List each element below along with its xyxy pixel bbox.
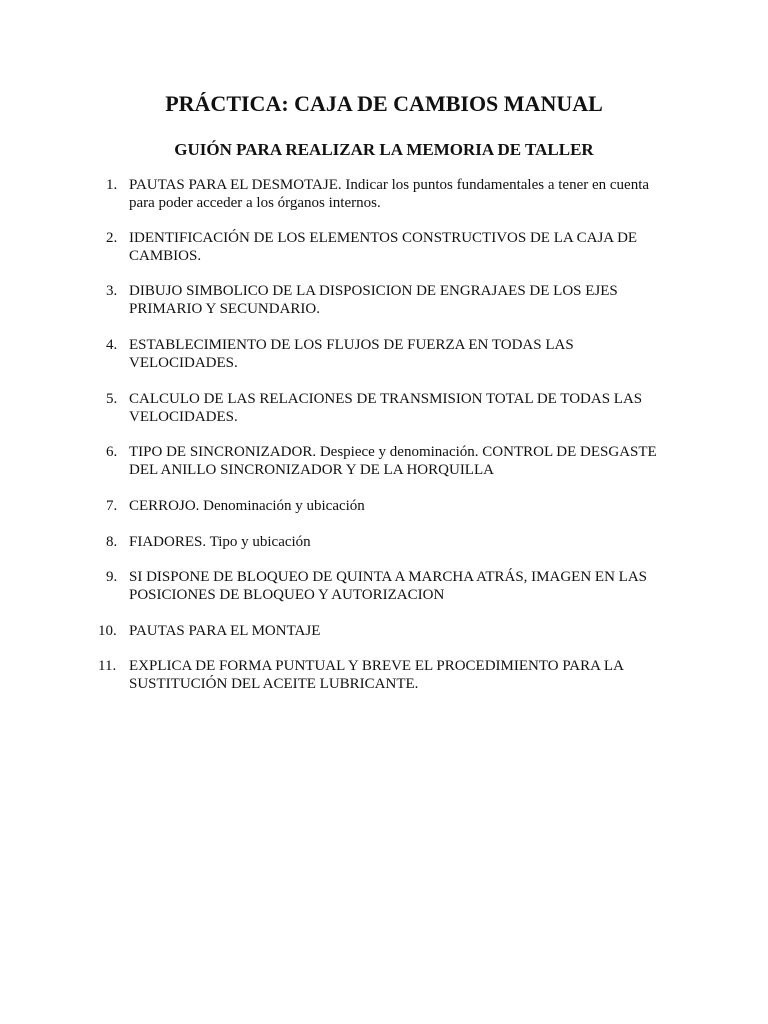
page-subtitle: GUIÓN PARA REALIZAR LA MEMORIA DE TALLER [174,140,594,159]
list-item-text: PAUTAS PARA EL MONTAJE [129,623,321,639]
list-item-text: TIPO DE SINCRONIZADOR. Despiece y denominación. CONTROL DE DESGASTE DEL ANILLO SINCRONIZADOR Y DE LA HORQUILLA [129,444,657,478]
list-item-number: 6. [106,444,118,460]
list-item-text: IDENTIFICACIÓN DE LOS ELEMENTOS CONSTRUCTIVOS DE LA CAJA DE CAMBIOS. [129,230,638,264]
list-item-text: EXPLICA DE FORMA PUNTUAL Y BREVE EL PROCEDIMIENTO PARA LA SUSTITUCIÓN DEL ACEITE LUBRICANTE. [129,658,624,692]
list-item-number: 2. [106,230,118,246]
list-item-text: PAUTAS PARA EL DESMOTAJE. Indicar los puntos fundamentales a tener en cuenta para poder acceder a los órganos internos. [129,177,650,211]
list-item-text: CERROJO. Denominación y ubicación [129,498,365,514]
list-item-number: 7. [106,498,118,514]
page-title: PRÁCTICA: CAJA DE CAMBIOS MANUAL [165,91,603,116]
list-item-number: 8. [106,534,118,550]
list-item-text: SI DISPONE DE BLOQUEO DE QUINTA A MARCHA ATRÁS, IMAGEN EN LAS POSICIONES DE BLOQUEO Y AUTORIZACION [129,569,647,603]
list-item-text: ESTABLECIMIENTO DE LOS FLUJOS DE FUERZA EN TODAS LAS VELOCIDADES. [129,337,574,371]
list-item-text: CALCULO DE LAS RELACIONES DE TRANSMISION TOTAL DE TODAS LAS VELOCIDADES. [129,391,643,425]
list-item-number: 5. [106,391,118,407]
list-item-number: 10. [98,623,117,639]
list-item-number: 9. [106,569,118,585]
list-item-text: DIBUJO SIMBOLICO DE LA DISPOSICION DE ENGRAJAES DE LOS EJES PRIMARIO Y SECUNDARIO. [129,283,618,317]
list-item-number: 3. [106,283,118,299]
list-item-number: 11. [98,658,117,674]
list-item-number: 4. [106,337,118,353]
list-item-number: 1. [106,177,118,193]
list-item-text: FIADORES. Tipo y ubicación [129,534,311,550]
